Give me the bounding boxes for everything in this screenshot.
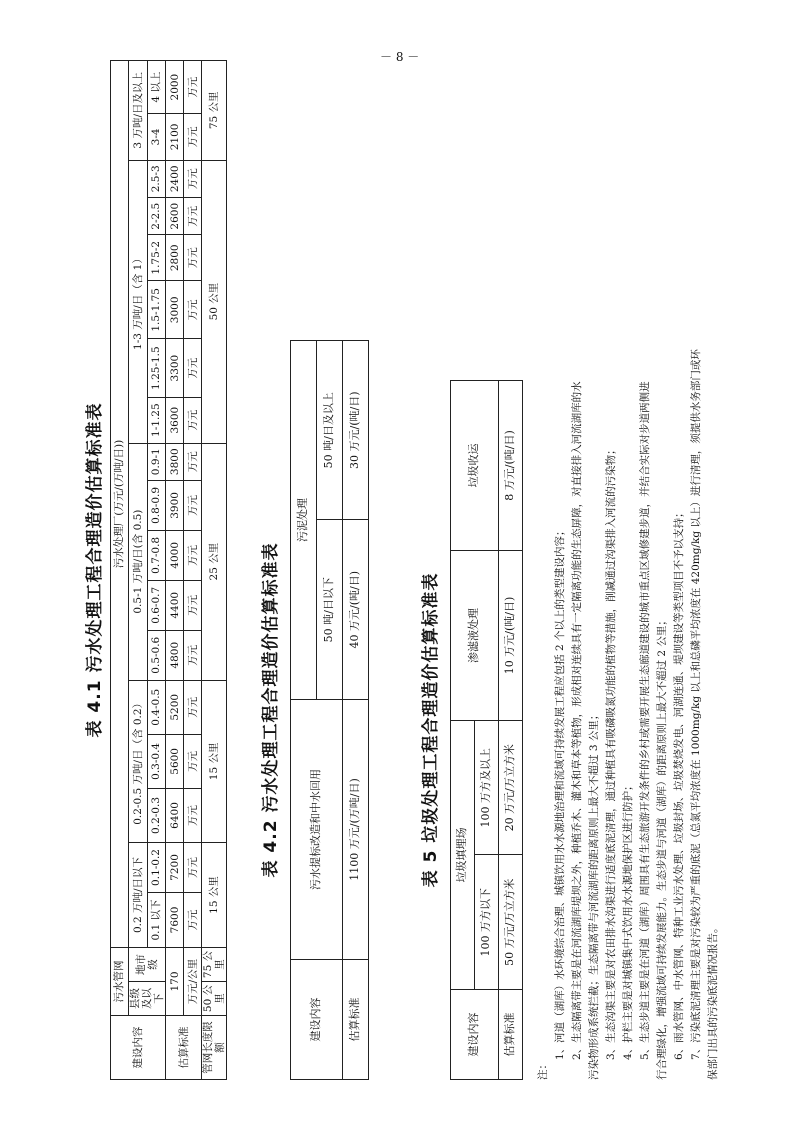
value-cell: 2600 xyxy=(166,198,184,235)
header-group-1: 0.2 万吨/日以下 xyxy=(129,843,148,948)
value-cell: 5200 xyxy=(166,680,184,734)
t42-row-est: 估算标准 xyxy=(343,960,369,1080)
t5-header-collect: 垃圾收运 xyxy=(451,381,499,551)
value-cell: 7600 xyxy=(166,892,184,947)
value-cell: 2800 xyxy=(166,235,184,281)
note-2b: 污染物形成系统拦截；生态隔离带与河流湖库的距离原则上最大不超过 3 公里； xyxy=(588,709,600,1080)
range-cell: 1.25-1.5 xyxy=(147,339,166,397)
len-group-4: 50 公里 xyxy=(202,160,227,443)
t5-header-item: 建设内容 xyxy=(451,990,499,1080)
header-group-3: 0.5-1 万吨/日(含 0.5) xyxy=(129,443,148,680)
value-cell: 7200 xyxy=(166,843,184,893)
value-cell: 2000 xyxy=(166,61,184,114)
range-cell: 0.7-0.8 xyxy=(147,530,166,580)
range-cell: 0.1 以下 xyxy=(147,892,166,947)
header-group-4: 1-3 万吨/日（含 1） xyxy=(129,160,148,443)
table-42 xyxy=(290,340,369,1080)
len-group-5: 75 公里 xyxy=(202,61,227,161)
rotated-content xyxy=(80,20,720,1080)
row-est-label: 估算标准 xyxy=(166,1016,202,1080)
header-group-2: 0.2-0.5 万吨/日（含 0.2） xyxy=(129,680,148,842)
row-len-label: 管网长度限额 xyxy=(202,1016,227,1080)
unit-cell: 万元 xyxy=(184,788,202,842)
range-cell: 0.8-0.9 xyxy=(147,480,166,530)
t5-v-leach: 10 万元/(吨/日) xyxy=(499,551,523,721)
range-cell: 1.75-2 xyxy=(147,235,166,281)
unit-cell: 万元 xyxy=(184,630,202,680)
range-cell: 3-4 xyxy=(147,114,166,160)
t5-v-l1: 50 万元/万立方米 xyxy=(499,855,523,990)
value-cell: 2100 xyxy=(166,114,184,160)
header-pipe: 污水管网 xyxy=(111,948,129,1016)
unit-cell: 万元 xyxy=(184,680,202,734)
notes xyxy=(535,40,722,1080)
unit-cell: 万元 xyxy=(184,235,202,281)
range-cell: 0.2-0.3 xyxy=(147,788,166,842)
unit-cell: 万元 xyxy=(184,580,202,630)
note-3: 3、生态沟渠主要是对农田排水沟渠进行适度底泥清理，通过种植具有吸磷吸氮功能的植物等措施，削减通过沟渠排入河流的污染物； xyxy=(605,444,617,1060)
table-5-title: 表 5 垃圾处理工程合理造价估算标准表 xyxy=(421,572,441,888)
header-plant: 污水处理厂(万元/(万吨/日)) xyxy=(111,61,129,948)
len-group-1: 15 公里 xyxy=(202,843,227,948)
note-1: 1、河道（湖库）水环境综合治理、城镇饮用水水源地治理和流域可持续发展工程应包括 2 个以上的类型建设内容； xyxy=(554,525,566,1060)
unit-cell: 万元 xyxy=(184,480,202,530)
header-pipe-city: 地市级 xyxy=(129,948,166,982)
note-4: 4、护栏主要是对城镇集中式饮用水水源地保护区进行防护； xyxy=(622,780,634,1060)
t42-header-s2: 50 吨/日及以上 xyxy=(317,341,343,521)
len-city: 75 公里 xyxy=(202,948,227,982)
unit-cell: 万元 xyxy=(184,114,202,160)
value-cell: 3000 xyxy=(166,281,184,339)
table-41 xyxy=(110,60,227,1080)
t5-header-landfill: 垃圾填埋场 xyxy=(451,721,475,990)
unit-cell: 万元 xyxy=(184,198,202,235)
range-cell: 1-1.25 xyxy=(147,397,166,443)
value-cell: 2400 xyxy=(166,160,184,197)
t5-header-l2: 100 万方及以上 xyxy=(475,721,499,856)
unit-cell: 万元 xyxy=(184,892,202,947)
header-item: 建设内容 xyxy=(111,1016,166,1080)
value-cell: 3900 xyxy=(166,480,184,530)
unit-cell: 万元 xyxy=(184,397,202,443)
unit-cell: 万元 xyxy=(184,443,202,480)
value-cell: 4000 xyxy=(166,530,184,580)
length-row xyxy=(202,61,227,1080)
table-41-title: 表 4.1 污水处理工程合理造价估算标准表 xyxy=(85,402,105,738)
pipe-value: 170 xyxy=(166,948,184,1016)
t5-header-leach: 渗滤液处理 xyxy=(451,551,499,721)
t42-header-upgrade: 污水提标改造和中水回用 xyxy=(291,700,343,960)
range-cell: 0.6-0.7 xyxy=(147,580,166,630)
t42-header-sludge: 污泥处理 xyxy=(291,341,317,700)
range-cell: 2.5-3 xyxy=(147,160,166,197)
note-5a: 5、生态步道主要是在河道（湖库）周围具有生态旅游开发条件的乡村或需要开展生态廊道建设的城市重点区域修建步道，并结合实际对步道两侧进 xyxy=(639,381,651,1060)
value-cell: 3800 xyxy=(166,443,184,480)
value-cell: 3600 xyxy=(166,397,184,443)
unit-cell: 万元 xyxy=(184,281,202,339)
value-cell: 4800 xyxy=(166,630,184,680)
values-row xyxy=(166,61,184,1080)
t42-header-item: 建设内容 xyxy=(291,960,343,1080)
t5-header-l1: 100 万方以下 xyxy=(475,855,499,990)
range-cell: 0.4-0.5 xyxy=(147,680,166,734)
len-county: 50 公里 xyxy=(202,982,227,1016)
unit-cell: 万元 xyxy=(184,843,202,893)
note-2a: 2、生态隔离带主要是在河流湖库堤坝之外，种植乔木、灌木和草本等植物，形成相对连续具有一定隔离功能的生态屏障，对直接排入河流湖库的水 xyxy=(571,381,583,1060)
units-row xyxy=(184,61,202,1080)
note-5b: 行合理绿化，增强流域可持续发展能力。生态步道与河道（湖库）的距离原则上最大不超过 2 公里； xyxy=(656,615,668,1080)
unit-cell: 万元 xyxy=(184,160,202,197)
note-6: 6、雨水管网、中水管网、特种工业污水处理、垃圾封场、垃圾焚烧发电、河湖连通、堤坝建设等类型项目不予以支持； xyxy=(673,507,685,1060)
value-cell: 5600 xyxy=(166,734,184,788)
pipe-unit: 万元/公里 xyxy=(184,948,202,1016)
range-cell: 2-2.5 xyxy=(147,198,166,235)
t42-v-upgrade: 1100 万元/(万吨/日) xyxy=(343,700,369,960)
page-number: － 8 － xyxy=(380,50,420,64)
unit-cell: 万元 xyxy=(184,530,202,580)
notes-label: 注： xyxy=(537,1059,549,1080)
table-5 xyxy=(450,380,523,1080)
range-cell: 0.1-0.2 xyxy=(147,843,166,893)
header-group-5: 3 万吨/日及以上 xyxy=(129,61,148,161)
range-cell: 4 以上 xyxy=(147,61,166,114)
t42-v-s2: 30 万元/(吨/日) xyxy=(343,341,369,521)
unit-cell: 万元 xyxy=(184,61,202,114)
value-cell: 3300 xyxy=(166,339,184,397)
t42-v-s1: 40 万元/(吨/日) xyxy=(343,520,369,700)
unit-cell: 万元 xyxy=(184,339,202,397)
t42-header-s1: 50 吨/日以下 xyxy=(317,520,343,700)
len-group-3: 25 公里 xyxy=(202,443,227,680)
value-cell: 6400 xyxy=(166,788,184,842)
ranges-row xyxy=(147,61,166,1080)
range-cell: 0.9-1 xyxy=(147,443,166,480)
t5-v-l2: 20 万元/万立方米 xyxy=(499,721,523,856)
t5-row-est: 估算标准 xyxy=(499,990,523,1080)
table-42-title: 表 4.2 污水处理工程合理造价估算标准表 xyxy=(261,542,281,878)
range-cell: 1.5-1.75 xyxy=(147,281,166,339)
header-pipe-county: 县级及以下 xyxy=(129,982,166,1016)
range-cell: 0.5-0.6 xyxy=(147,630,166,680)
unit-cell: 万元 xyxy=(184,734,202,788)
range-cell: 0.3-0.4 xyxy=(147,734,166,788)
note-7b: 保部门出具的污染底泥情况报告。 xyxy=(707,922,719,1080)
note-7a: 7、污染底泥清理主要是对污染较为严重的底泥（总氮平均浓度在 1000mg/kg 以上和总磷平均浓度在 420mg/kg 以上）进行清理，须提供水务部门或环 xyxy=(690,349,702,1060)
len-group-2: 15 公里 xyxy=(202,680,227,842)
t5-v-collect: 8 万元/(吨/日) xyxy=(499,381,523,551)
value-cell: 4400 xyxy=(166,580,184,630)
